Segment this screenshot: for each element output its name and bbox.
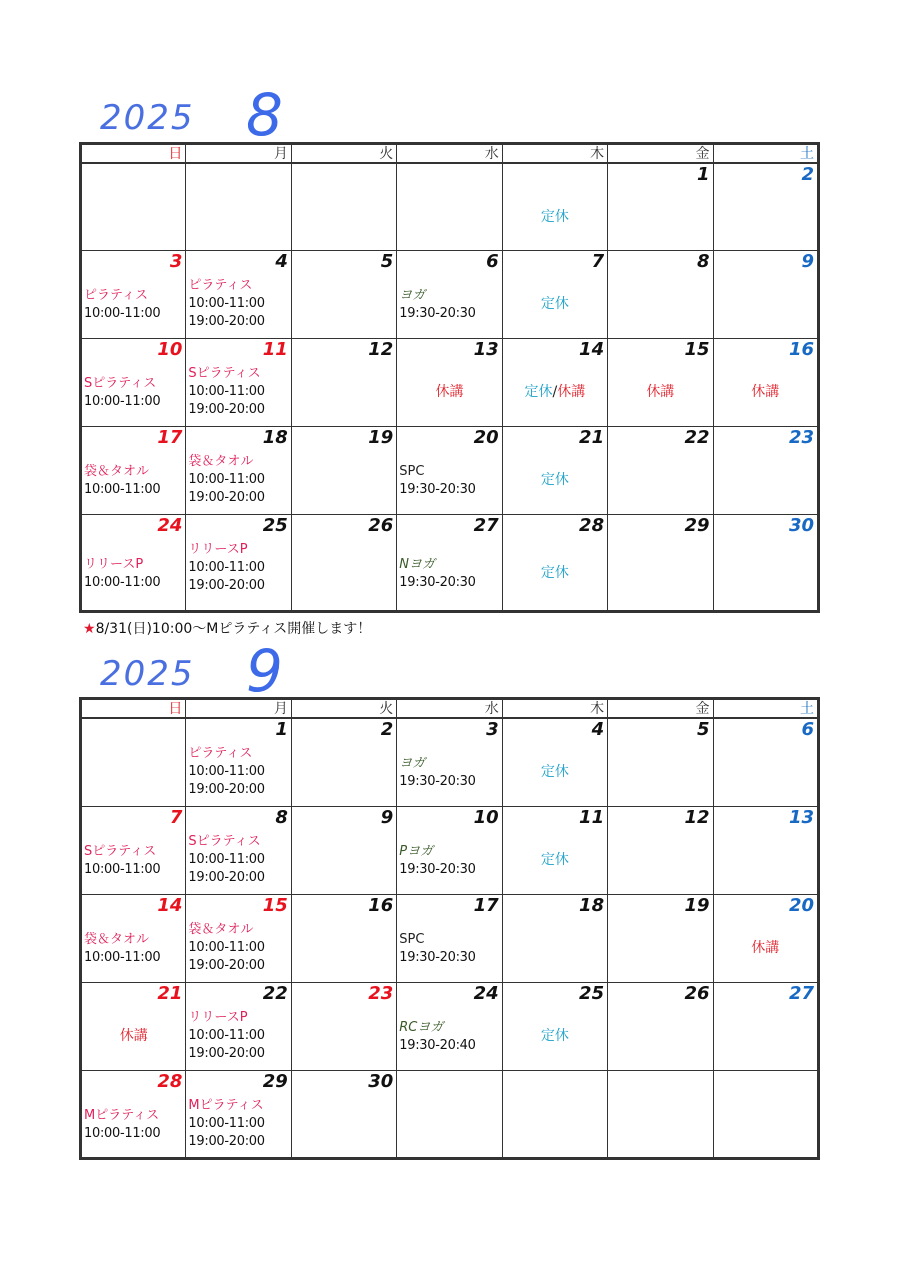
weekday-label: 木 <box>502 699 607 719</box>
day-cell <box>608 163 713 250</box>
class-entry <box>84 287 160 323</box>
august-month: 8 <box>246 81 283 149</box>
class-entry <box>188 1097 264 1151</box>
class-time: 19:00-20:00 <box>188 957 265 973</box>
closed-day-label: 定休 <box>540 209 569 225</box>
class-time: 10:00-11:00 <box>84 393 161 409</box>
weekday-label: 土 <box>713 144 818 164</box>
august-calendar <box>79 142 820 613</box>
day-cell <box>291 982 396 1070</box>
class-entry <box>188 541 264 595</box>
day-cell <box>502 894 607 982</box>
week-row <box>81 982 819 1070</box>
day-cell <box>81 426 186 514</box>
class-cancelled-label: 休講 <box>646 383 675 400</box>
class-name: 袋＆タオル <box>84 931 150 947</box>
week-row <box>81 1070 819 1158</box>
day-number: 29 <box>262 1070 288 1092</box>
day-cell <box>291 426 396 514</box>
weekday-label: 火 <box>291 144 396 164</box>
closed-day-label: 定休 <box>540 471 569 488</box>
class-entry <box>188 1009 264 1063</box>
class-entry <box>84 931 160 967</box>
class-name: リリースP <box>188 1009 248 1025</box>
class-time: 10:00-11:00 <box>84 1125 161 1141</box>
day-number: 5 <box>697 719 710 740</box>
day-cell <box>502 982 607 1070</box>
day-cell <box>502 250 607 338</box>
class-name: Mピラティス <box>84 1107 160 1123</box>
day-cell <box>186 718 291 806</box>
class-time: 10:00-11:00 <box>188 939 265 955</box>
day-cell <box>713 1070 818 1158</box>
event-note-text: 8/31(日)10:00～Mピラティス開催します！ <box>95 621 372 637</box>
class-name: ヨガ <box>399 287 426 303</box>
day-cell <box>608 806 713 894</box>
day-number: 19 <box>684 894 710 916</box>
class-time: 10:00-11:00 <box>188 471 265 487</box>
day-number: 11 <box>262 338 288 360</box>
class-entry <box>399 287 475 323</box>
class-entry <box>84 843 160 879</box>
day-number: 28 <box>579 514 605 536</box>
day-number: 11 <box>579 806 605 828</box>
day-cell <box>608 514 713 611</box>
week-row <box>81 163 819 250</box>
day-cell <box>397 806 502 894</box>
class-entry <box>399 931 475 967</box>
day-number: 2 <box>380 719 394 740</box>
day-cell <box>608 426 713 514</box>
day-number: 29 <box>684 514 710 536</box>
day-number: 10 <box>157 338 183 360</box>
class-time: 19:30-20:30 <box>399 861 476 877</box>
august-header <box>100 81 400 149</box>
star-icon: ★ <box>83 621 96 637</box>
class-time: 19:00-20:00 <box>188 489 265 505</box>
day-number: 18 <box>579 894 605 916</box>
class-time: 10:00-11:00 <box>188 559 265 575</box>
closed-day-label: 定休 <box>540 851 569 868</box>
day-cell <box>81 982 186 1070</box>
day-cell <box>291 163 396 250</box>
day-cell <box>186 426 291 514</box>
day-cell <box>397 1070 502 1158</box>
class-name: Sピラティス <box>188 365 261 381</box>
class-name: 袋＆タオル <box>188 921 254 937</box>
day-number: 12 <box>368 338 394 360</box>
day-number: 9 <box>801 250 814 272</box>
class-name: Sピラティス <box>84 375 157 391</box>
class-entry <box>399 843 475 879</box>
day-number: 5 <box>380 250 394 272</box>
class-time: 10:00-11:00 <box>188 383 265 399</box>
day-number: 24 <box>157 514 183 536</box>
closed-day-label: 定休 <box>540 295 569 312</box>
class-name: ピラティス <box>84 287 148 303</box>
day-number: 20 <box>473 426 499 448</box>
class-time: 19:30-20:30 <box>399 305 476 321</box>
weekday-header-row <box>81 699 819 719</box>
day-number: 24 <box>473 982 499 1004</box>
day-number: 26 <box>684 982 710 1004</box>
weekday-header-row <box>81 144 819 164</box>
day-cell <box>713 163 818 250</box>
day-number: 28 <box>157 1070 183 1092</box>
weekday-label: 月 <box>186 144 291 164</box>
day-number: 30 <box>368 1070 394 1092</box>
day-cell <box>397 894 502 982</box>
day-number: 27 <box>788 982 814 1004</box>
class-name: SPC <box>399 463 425 479</box>
class-time: 19:30-20:40 <box>399 1037 476 1053</box>
day-cell <box>291 338 396 426</box>
september-calendar <box>79 697 820 1160</box>
class-time: 19:00-20:00 <box>188 1133 265 1149</box>
day-number: 6 <box>801 719 814 740</box>
class-entry <box>188 277 264 331</box>
class-entry <box>188 921 264 975</box>
day-cell <box>502 514 607 611</box>
class-time: 10:00-11:00 <box>84 305 161 321</box>
class-entry <box>399 463 475 499</box>
day-cell <box>502 718 607 806</box>
day-number: 8 <box>275 806 288 828</box>
class-time: 10:00-11:00 <box>188 295 265 311</box>
september-month: 9 <box>246 637 283 705</box>
day-number: 16 <box>368 894 394 916</box>
closed-day-label: 定休 <box>540 1027 569 1044</box>
week-row <box>81 250 819 338</box>
day-number: 10 <box>473 806 499 828</box>
weekday-label: 水 <box>397 144 502 164</box>
day-cell <box>397 514 502 611</box>
weekday-label: 火 <box>291 699 396 719</box>
class-cancelled-label: 休講 <box>435 383 464 400</box>
day-number: 15 <box>684 338 710 360</box>
class-name: 袋＆タオル <box>188 453 254 469</box>
september-header <box>100 637 400 705</box>
day-cell <box>397 338 502 426</box>
day-cell <box>502 338 607 426</box>
day-number: 25 <box>579 982 605 1004</box>
day-cell <box>713 718 818 806</box>
day-cell <box>608 718 713 806</box>
day-cell <box>397 982 502 1070</box>
day-cell <box>186 514 291 611</box>
day-cell <box>291 718 396 806</box>
day-number: 14 <box>157 894 183 916</box>
day-number: 21 <box>579 426 605 448</box>
day-number: 17 <box>157 426 183 448</box>
day-cell <box>291 1070 396 1158</box>
class-name: Mピラティス <box>188 1097 264 1113</box>
day-number: 13 <box>473 338 499 360</box>
event-note <box>83 618 371 638</box>
class-cancelled-label: 休講 <box>751 939 780 956</box>
weekday-label: 日 <box>81 144 186 164</box>
class-time: 19:30-20:30 <box>399 574 476 590</box>
day-number: 22 <box>684 426 710 448</box>
day-cell <box>81 806 186 894</box>
day-number: 6 <box>486 250 499 272</box>
class-time: 19:00-20:00 <box>188 869 265 885</box>
class-cancelled-label: 休講 <box>751 383 780 400</box>
class-time: 10:00-11:00 <box>84 574 161 590</box>
class-cancelled-label: 休講 <box>557 383 586 400</box>
class-time: 19:30-20:30 <box>399 949 476 965</box>
september-year: 2025 <box>100 654 195 694</box>
day-number: 23 <box>788 426 814 448</box>
day-number: 30 <box>788 514 814 536</box>
class-name: リリースP <box>84 556 144 572</box>
day-cell <box>291 894 396 982</box>
class-entry <box>84 556 160 592</box>
day-cell <box>713 250 818 338</box>
class-name: RCヨガ <box>399 1019 444 1035</box>
day-cell <box>502 1070 607 1158</box>
day-cell <box>502 426 607 514</box>
closed-day-label: 定休 <box>540 564 569 581</box>
class-entry <box>399 1019 475 1055</box>
class-time: 10:00-11:00 <box>84 861 161 877</box>
day-cell <box>713 514 818 611</box>
day-number: 21 <box>157 982 183 1004</box>
day-number: 1 <box>697 164 710 185</box>
day-cell <box>81 163 186 250</box>
day-cell <box>186 1070 291 1158</box>
class-entry <box>84 1107 160 1143</box>
day-cell <box>81 338 186 426</box>
day-cell <box>397 250 502 338</box>
day-cell <box>291 514 396 611</box>
day-cell <box>502 806 607 894</box>
day-cell <box>608 250 713 338</box>
day-cell <box>186 894 291 982</box>
weekday-label: 木 <box>502 144 607 164</box>
weekday-label: 日 <box>81 699 186 719</box>
class-time: 10:00-11:00 <box>84 481 161 497</box>
day-cell <box>608 338 713 426</box>
class-entry <box>188 365 264 419</box>
class-time: 10:00-11:00 <box>188 764 265 779</box>
day-cell <box>713 338 818 426</box>
class-time: 19:30-20:30 <box>399 774 476 789</box>
day-number: 14 <box>579 338 605 360</box>
week-row <box>81 894 819 982</box>
class-entry <box>188 833 264 887</box>
day-cell <box>81 250 186 338</box>
day-number: 19 <box>368 426 394 448</box>
day-cell <box>713 806 818 894</box>
day-number: 4 <box>591 719 605 740</box>
august-year: 2025 <box>100 98 195 138</box>
day-number: 3 <box>486 719 499 740</box>
day-cell <box>502 163 607 250</box>
day-cell <box>291 806 396 894</box>
day-number: 23 <box>368 982 394 1004</box>
weekday-label: 金 <box>608 699 713 719</box>
class-name: Pヨガ <box>399 843 434 859</box>
class-time: 10:00-11:00 <box>188 1115 265 1131</box>
class-name: ピラティス <box>188 277 253 293</box>
day-cell <box>186 982 291 1070</box>
closed-day-label: 定休 <box>540 764 569 780</box>
week-row <box>81 514 819 611</box>
class-time: 10:00-11:00 <box>188 851 265 867</box>
day-cell <box>186 250 291 338</box>
day-cell <box>81 1070 186 1158</box>
day-number: 7 <box>591 250 605 272</box>
class-time: 10:00-11:00 <box>188 1027 265 1043</box>
class-time: 10:00-11:00 <box>84 949 161 965</box>
weekday-label: 金 <box>608 144 713 164</box>
weekday-label: 土 <box>713 699 818 719</box>
class-name: Sピラティス <box>188 833 261 849</box>
day-number: 3 <box>169 250 183 272</box>
class-time: 19:00-20:00 <box>188 577 265 593</box>
day-cell <box>81 514 186 611</box>
class-entry <box>399 755 475 791</box>
day-number: 27 <box>473 514 499 536</box>
day-cell <box>291 250 396 338</box>
day-cell <box>186 163 291 250</box>
class-name: Sピラティス <box>84 843 157 859</box>
weekday-label: 水 <box>397 699 502 719</box>
class-name: SPC <box>399 931 425 947</box>
class-time: 19:00-20:00 <box>188 782 265 797</box>
week-row <box>81 426 819 514</box>
class-name: ヨガ <box>399 756 426 771</box>
class-entry <box>399 556 475 592</box>
day-cell <box>81 718 186 806</box>
class-name: 袋＆タオル <box>84 463 150 479</box>
day-number: 7 <box>169 806 183 828</box>
day-cell <box>186 338 291 426</box>
class-entry <box>84 375 160 411</box>
day-number: 9 <box>380 806 394 828</box>
day-cell <box>186 806 291 894</box>
day-cell <box>397 718 502 806</box>
day-number: 4 <box>275 250 288 272</box>
week-row <box>81 718 819 806</box>
class-entry <box>84 463 160 499</box>
week-row <box>81 338 819 426</box>
day-cell <box>81 894 186 982</box>
class-cancelled-label: 休講 <box>119 1027 148 1044</box>
day-number: 25 <box>262 514 288 536</box>
class-entry <box>188 453 264 507</box>
day-cell <box>713 982 818 1070</box>
day-cell <box>608 894 713 982</box>
day-number: 12 <box>684 806 710 828</box>
day-cell <box>713 894 818 982</box>
day-cell <box>608 1070 713 1158</box>
day-number: 2 <box>801 164 814 185</box>
day-number: 20 <box>788 894 814 916</box>
day-number: 8 <box>697 250 710 272</box>
class-name: ピラティス <box>188 746 253 761</box>
week-row <box>81 806 819 894</box>
day-cell <box>397 426 502 514</box>
class-time: 19:00-20:00 <box>188 401 265 417</box>
class-time: 19:30-20:30 <box>399 481 476 497</box>
day-number: 22 <box>262 982 288 1004</box>
closed-and-cancelled-label <box>503 381 607 401</box>
closed-day-label: 定休 <box>524 383 553 400</box>
weekday-label: 月 <box>186 699 291 719</box>
separator: / <box>552 383 558 400</box>
class-time: 19:00-20:00 <box>188 1045 265 1061</box>
day-cell <box>397 163 502 250</box>
day-number: 26 <box>368 514 394 536</box>
day-number: 17 <box>473 894 499 916</box>
day-number: 1 <box>275 719 288 740</box>
class-name: リリースP <box>188 541 248 557</box>
day-number: 16 <box>788 338 814 360</box>
class-time: 19:00-20:00 <box>188 313 265 329</box>
day-cell <box>608 982 713 1070</box>
day-number: 15 <box>262 894 288 916</box>
class-name: Nヨガ <box>399 556 435 572</box>
day-number: 18 <box>262 426 288 448</box>
day-number: 13 <box>788 806 814 828</box>
day-cell <box>713 426 818 514</box>
class-entry <box>188 745 264 799</box>
